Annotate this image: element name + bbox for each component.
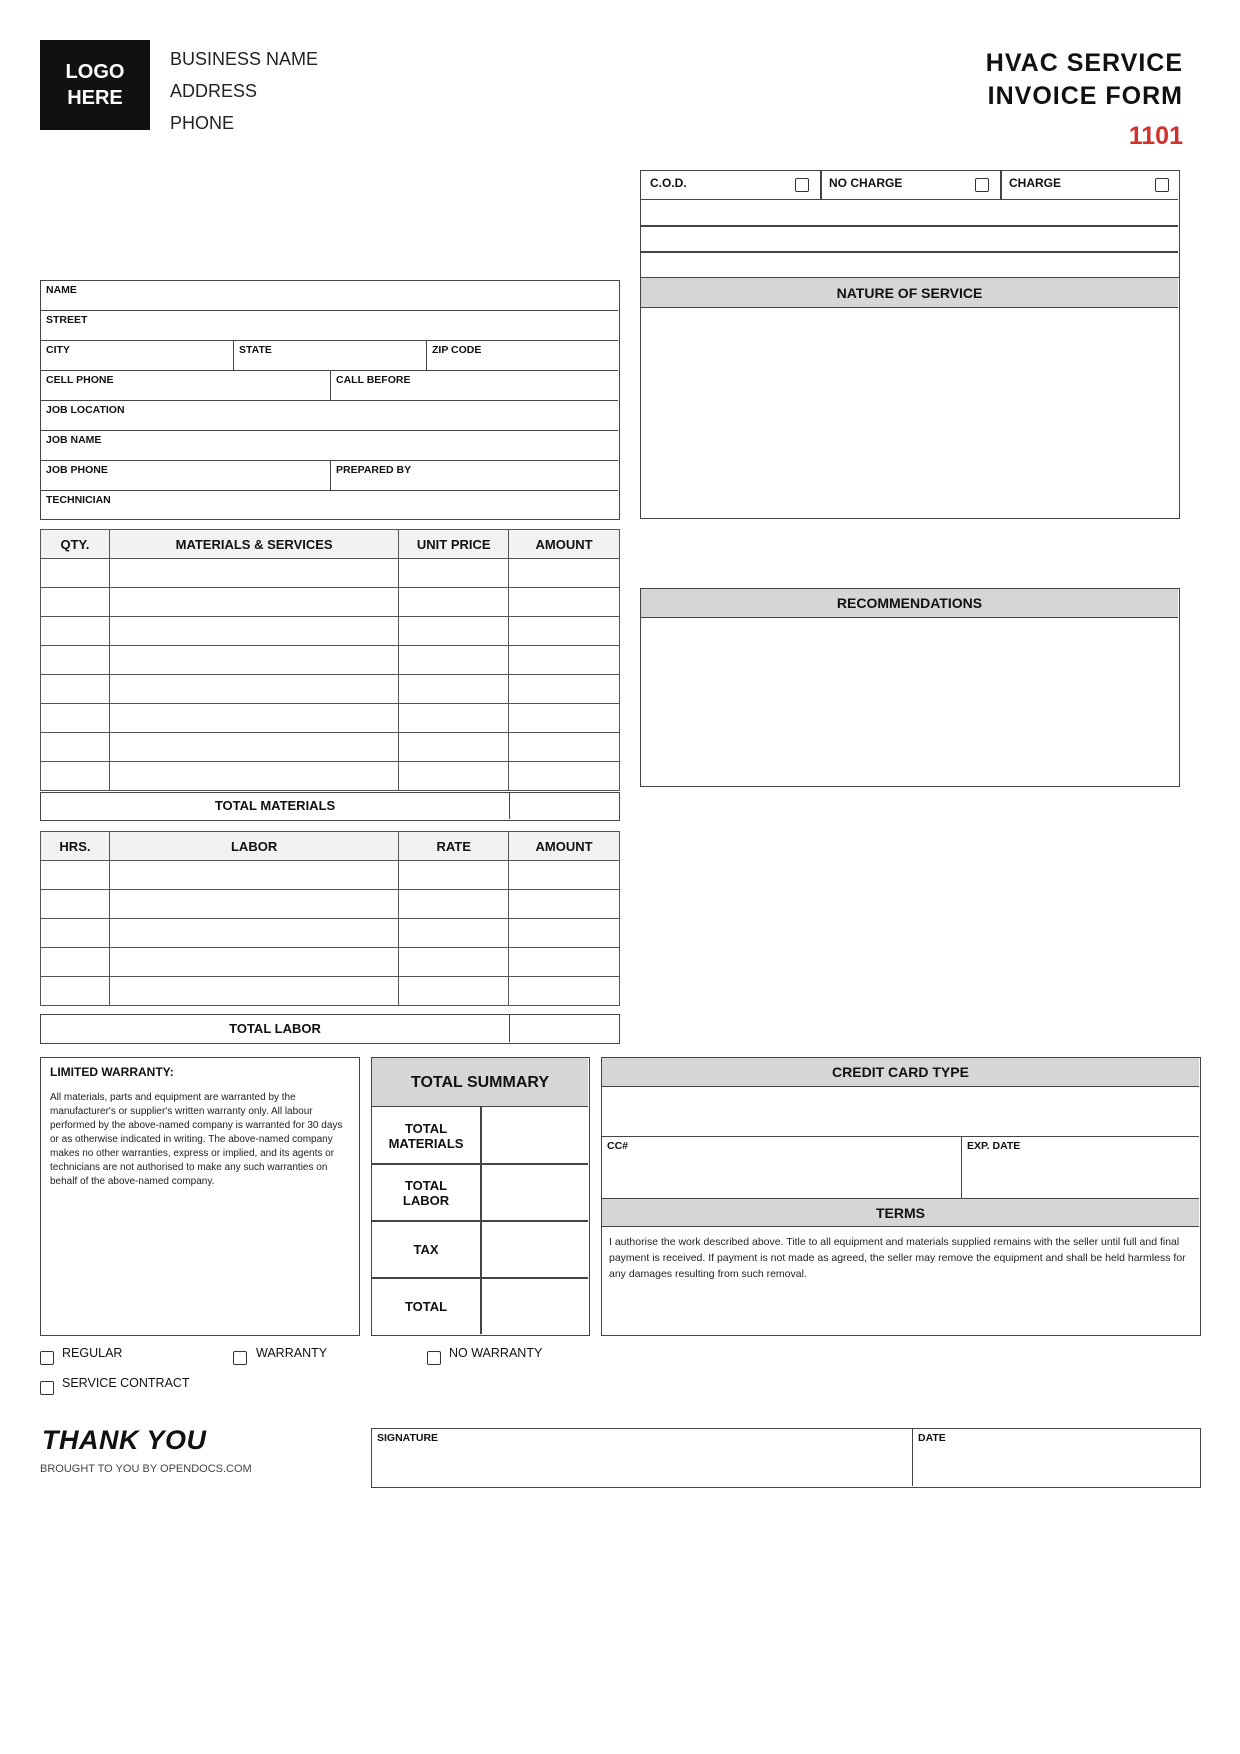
technician-label: TECHNICIAN — [46, 494, 111, 506]
warranty-checkbox[interactable] — [233, 1351, 247, 1365]
total-materials-value[interactable] — [511, 793, 618, 819]
nature-of-service-box[interactable] — [640, 277, 1180, 519]
cc-number-label: CC# — [607, 1140, 629, 1152]
form-title-line-1: HVAC SERVICE — [985, 49, 1183, 77]
job-phone-field[interactable] — [41, 461, 331, 491]
table-row[interactable] — [41, 646, 620, 675]
zip-field[interactable] — [427, 341, 618, 371]
table-row[interactable] — [41, 675, 620, 704]
recommendations-box[interactable] — [640, 588, 1180, 787]
total-labor-label: TOTAL LABOR — [41, 1015, 510, 1042]
table-row[interactable] — [41, 948, 620, 977]
charge-label: CHARGE — [1009, 176, 1062, 190]
regular-label: REGULAR — [62, 1346, 123, 1360]
summary-tax-label: TAX — [413, 1242, 439, 1257]
city-field[interactable] — [41, 341, 234, 371]
warranty-label: WARRANTY — [256, 1346, 328, 1360]
job-phone-label: JOB PHONE — [46, 464, 108, 476]
materials-table — [40, 529, 620, 791]
labor-header: LABOR — [109, 832, 398, 861]
logo-line-1: LOGO — [65, 61, 125, 83]
street-label: STREET — [46, 314, 88, 326]
labor-table — [40, 831, 620, 1006]
date-label: DATE — [918, 1432, 946, 1444]
no-warranty-checkbox[interactable] — [427, 1351, 441, 1365]
cc-number-field[interactable] — [602, 1137, 962, 1198]
limited-warranty-box — [40, 1057, 360, 1336]
total-summary-header: TOTAL SUMMARY — [372, 1058, 588, 1107]
payment-type-row — [641, 171, 1178, 200]
job-location-label: JOB LOCATION — [46, 404, 125, 416]
name-field[interactable] — [41, 281, 618, 311]
invoice-number: 1101 — [1128, 122, 1183, 150]
call-before-label: CALL BEFORE — [336, 374, 411, 386]
nature-of-service-header: NATURE OF SERVICE — [641, 278, 1178, 308]
table-row[interactable] — [41, 762, 620, 791]
total-materials-label: TOTAL MATERIALS — [41, 793, 510, 819]
city-label: CITY — [46, 344, 70, 356]
exp-date-label: EXP. DATE — [967, 1140, 1021, 1152]
total-labor-row — [40, 1014, 620, 1044]
business-name: BUSINESS NAME — [170, 49, 319, 69]
regular-checkbox[interactable] — [40, 1351, 54, 1365]
job-location-field[interactable] — [41, 401, 618, 431]
summary-total-labor-value[interactable] — [482, 1165, 588, 1220]
cell-phone-field[interactable] — [41, 371, 331, 401]
signature-date-box — [371, 1428, 1201, 1488]
total-materials-row — [40, 792, 620, 821]
state-label: STATE — [239, 344, 272, 356]
materials-amount-header: AMOUNT — [509, 530, 620, 559]
summary-total-label: TOTAL — [404, 1299, 448, 1314]
table-row[interactable] — [41, 890, 620, 919]
technician-field[interactable] — [41, 491, 618, 519]
no-charge-checkbox[interactable] — [975, 178, 989, 192]
table-row[interactable] — [41, 617, 620, 646]
limited-warranty-text: All materials, parts and equipment are warranted by the manufacturer's or supplier's written warranty only. All labour performed by the above-named company is warranted for 30 days or as otherwise indicated in writing. The above-named company makes no other warranties, express or implied, and its agents or technicians are not authorised to make any such warranties on behalf of the above-named company. — [50, 1092, 343, 1187]
service-contract-checkbox[interactable] — [40, 1381, 54, 1395]
signature-label: SIGNATURE — [377, 1432, 439, 1444]
labor-amount-header: AMOUNT — [509, 832, 620, 861]
logo-line-2: HERE — [67, 87, 123, 109]
street-field[interactable] — [41, 311, 618, 341]
payment-type-box — [640, 170, 1180, 278]
table-row[interactable] — [41, 704, 620, 733]
zip-label: ZIP CODE — [432, 344, 482, 356]
cod-label: C.O.D. — [650, 176, 687, 190]
summary-total-materials-label: TOTAL MATERIALS — [388, 1120, 464, 1151]
total-labor-value[interactable] — [511, 1015, 618, 1042]
logo-placeholder — [40, 40, 150, 130]
summary-total-labor-label: TOTAL LABOR — [402, 1177, 450, 1208]
table-row[interactable] — [41, 733, 620, 762]
credit-card-box — [601, 1057, 1201, 1336]
cell-phone-label: CELL PHONE — [46, 374, 114, 386]
signature-field[interactable] — [372, 1429, 913, 1486]
hrs-header: HRS. — [41, 832, 110, 861]
summary-tax-value[interactable] — [482, 1222, 588, 1277]
state-field[interactable] — [234, 341, 427, 371]
labor-header-row — [41, 832, 620, 861]
table-row[interactable] — [41, 559, 620, 588]
exp-date-field[interactable] — [962, 1137, 1199, 1198]
business-phone: PHONE — [170, 113, 235, 133]
form-title-line-2: INVOICE FORM — [987, 82, 1183, 110]
credit-card-type-field[interactable] — [602, 1087, 1199, 1137]
summary-total-materials-value[interactable] — [482, 1108, 588, 1163]
qty-header: QTY. — [41, 530, 110, 559]
terms-text: I authorise the work described above. Title to all equipment and materials supplied remains with the seller until full and final payment is received. If payment is not made as agreed, the seller may remove the equipment and shall be held harmless for any damages resulting from such removal. — [609, 1236, 1186, 1280]
table-row[interactable] — [41, 588, 620, 617]
call-before-field[interactable] — [331, 371, 618, 401]
service-contract-label: SERVICE CONTRACT — [62, 1376, 190, 1390]
table-row[interactable] — [41, 977, 620, 1006]
recommendations-header: RECOMMENDATIONS — [641, 589, 1178, 618]
date-field[interactable] — [913, 1429, 1199, 1486]
total-summary-box — [371, 1057, 590, 1336]
materials-header-row — [41, 530, 620, 559]
table-row[interactable] — [41, 861, 620, 890]
job-name-field[interactable] — [41, 431, 618, 461]
limited-warranty-title: LIMITED WARRANTY: — [50, 1065, 174, 1079]
terms-header: TERMS — [602, 1198, 1199, 1227]
prepared-by-label: PREPARED BY — [336, 464, 412, 476]
job-name-label: JOB NAME — [46, 434, 102, 446]
unit-price-header: UNIT PRICE — [399, 530, 509, 559]
summary-total-value[interactable] — [482, 1279, 588, 1334]
materials-services-header: MATERIALS & SERVICES — [109, 530, 398, 559]
business-address: ADDRESS — [170, 81, 258, 101]
customer-info-box — [40, 280, 620, 520]
brought-to-you-text: BROUGHT TO YOU BY OPENDOCS.COM — [40, 1463, 252, 1475]
prepared-by-field[interactable] — [331, 461, 618, 491]
charge-checkbox[interactable] — [1155, 178, 1169, 192]
name-label: NAME — [46, 284, 77, 296]
no-charge-label: NO CHARGE — [829, 176, 903, 190]
thank-you-text: THANK YOU — [42, 1425, 207, 1455]
credit-card-type-header: CREDIT CARD TYPE — [602, 1058, 1199, 1087]
table-row[interactable] — [41, 919, 620, 948]
no-warranty-label: NO WARRANTY — [449, 1346, 543, 1360]
rate-header: RATE — [399, 832, 509, 861]
cod-checkbox[interactable] — [795, 178, 809, 192]
